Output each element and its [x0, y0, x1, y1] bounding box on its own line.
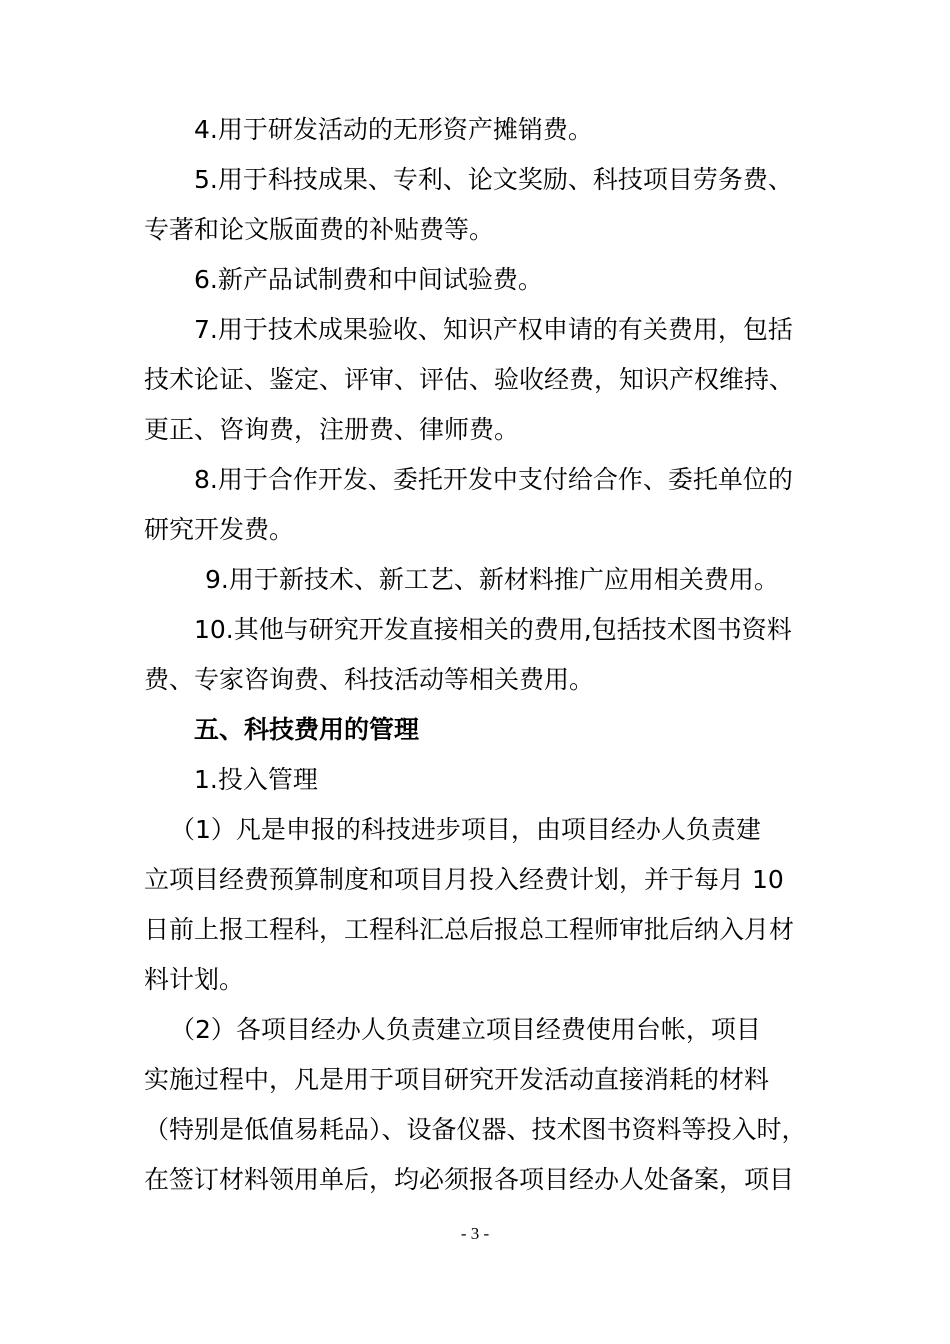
text-line: 7.用于技术成果验收、知识产权申请的有关费用，包括: [194, 315, 793, 344]
text-line: 研究开发费。: [144, 515, 295, 544]
text-line: 9.用于新技术、新工艺、新材料推广应用相关费用。: [205, 565, 779, 594]
text-line: （2）各项目经办人负责建立项目经费使用台帐，项目: [170, 1015, 761, 1044]
text-line: （特别是低值易耗品）、设备仪器、技术图书资料等投入时，: [144, 1115, 807, 1144]
text-line: 更正、咨询费，注册费、律师费。: [144, 415, 520, 444]
text-line: 日前上报工程科，工程科汇总后报总工程师审批后纳入月材: [144, 915, 795, 944]
text-line: 技术论证、鉴定、评审、评估、验收经费，知识产权维持、: [144, 365, 795, 394]
section-heading: 五、科技费用的管理: [194, 715, 420, 744]
text-line: 在签订材料领用单后，均必须报各项目经办人处备案，项目: [144, 1165, 795, 1194]
text-line: 实施过程中，凡是用于项目研究开发活动直接消耗的材料: [144, 1065, 770, 1094]
page-number: - 3 -: [460, 1224, 490, 1243]
text-line: 4.用于研发活动的无形资产摊销费。: [194, 115, 593, 144]
text-line: 立项目经费预算制度和项目月投入经费计划，并于每月 10: [144, 865, 784, 894]
text-line: 费、专家咨询费、科技活动等相关费用。: [144, 665, 595, 694]
text-line: 专著和论文版面费的补贴费等。: [144, 215, 495, 244]
text-line: 8.用于合作开发、委托开发中支付给合作、委托单位的: [194, 465, 793, 494]
text-line: 料计划。: [144, 965, 245, 994]
text-line: 6.新产品试制费和中间试验费。: [194, 265, 543, 294]
text-line: （1）凡是申报的科技进步项目，由项目经办人负责建: [170, 815, 761, 844]
subsection-heading: 1.投入管理: [194, 765, 318, 794]
text-line: 10.其他与研究开发直接相关的费用,包括技术图书资料: [194, 615, 792, 644]
text-line: 5.用于科技成果、专利、论文奖励、科技项目劳务费、: [194, 165, 793, 194]
